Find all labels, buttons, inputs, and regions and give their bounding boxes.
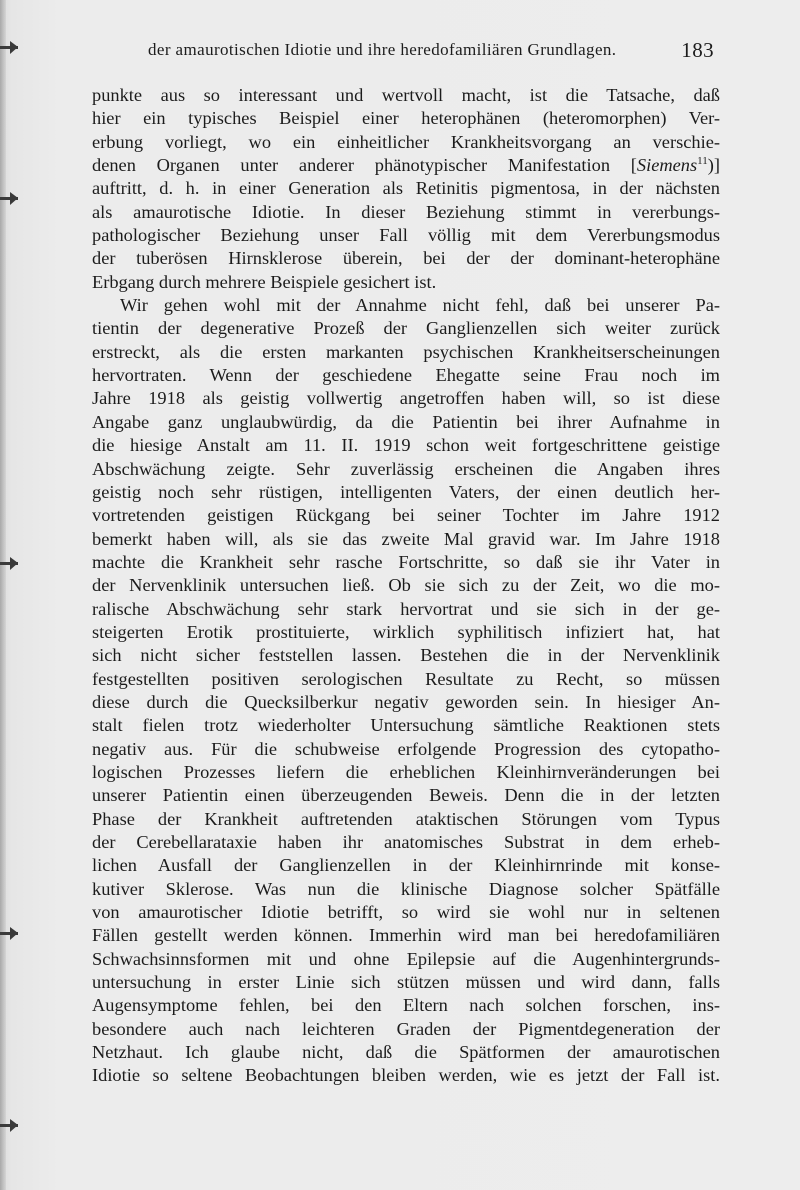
text-line: machte die Krankheit sehr rasche Fortschritte, so daß sie ihr Vater in — [92, 551, 720, 572]
body-text — [92, 84, 720, 1088]
text-segment: denen Organen unter anderer phänotypischer Manifestation [ — [92, 155, 637, 176]
text-line: Schwachsinnsformen mit und ohne Epilepsie auf die Augenhintergrunds- — [92, 948, 720, 969]
text-line: logischen Prozesses liefern die erheblichen Kleinhirnveränderungen bei — [92, 761, 720, 782]
text-line: diese durch die Quecksilberkur negativ geworden sein. In hiesiger An- — [92, 691, 720, 712]
text-line: steigerten Erotik prostituierte, wirklich syphilitisch infiziert hat, hat — [92, 621, 720, 642]
text-line: der Nervenklinik untersuchen ließ. Ob sie sich zu der Zeit, wo die mo- — [92, 575, 720, 596]
text-line: tientin der degenerative Prozeß der Ganglienzellen sich weiter zurück — [92, 318, 720, 339]
text-line: Fällen gestellt werden können. Immerhin wird man bei heredofamiliären — [92, 925, 720, 946]
text-line: bemerkt haben will, als sie das zweite Mal gravid war. Im Jahre 1918 — [92, 528, 720, 549]
text-line: stalt fielen trotz wiederholter Untersuchung sämtliche Reaktionen stets — [92, 715, 720, 736]
text-line: unserer Patientin einen überzeugenden Beweis. Denn die in der letzten — [92, 785, 720, 806]
text-line: auftritt, d. h. in einer Generation als Retinitis pigmentosa, in der nächsten — [92, 178, 720, 199]
text-line: besondere auch nach leichteren Graden der Pigmentdegeneration der — [92, 1018, 720, 1039]
text-line: sich nicht sicher feststellen lassen. Bestehen die in der Nervenklinik — [92, 645, 720, 666]
margin-arrow-icon — [0, 1124, 18, 1127]
text-line: hervortraten. Wenn der geschiedene Ehegatte seine Frau noch im — [92, 365, 720, 386]
text-line: lichen Ausfall der Ganglienzellen in der Kleinhirnrinde mit konse- — [92, 855, 720, 876]
citation-ref: 11 — [697, 154, 708, 167]
text-line: untersuchung in erster Linie sich stützen müssen und wird dann, falls — [92, 972, 720, 993]
text-line: punkte aus so interessant und wertvoll macht, ist die Tatsache, daß — [92, 85, 720, 105]
paragraph-first-line: Wir gehen wohl mit der Annahme nicht fehl, daß bei unserer Pa- — [120, 295, 720, 316]
page-number: 183 — [681, 38, 714, 62]
paragraph-last-line: Erbgang durch mehrere Beispiele gesichert ist. — [92, 271, 437, 292]
text-line: von amaurotischer Idiotie betrifft, so wird sie wohl nur in seltenen — [92, 902, 720, 923]
margin-arrow-icon — [0, 932, 18, 935]
margin-arrow-icon — [0, 46, 18, 49]
text-line: ralische Abschwächung sehr stark hervortrat und sie sich in der ge- — [92, 598, 720, 619]
text-line: der Cerebellarataxie haben ihr anatomisches Substrat in dem erheb- — [92, 832, 720, 852]
text-line: erbung vorliegt, wo ein einheitlicher Krankheitsvorgang an verschie- — [92, 131, 720, 152]
text-line: der tuberösen Hirnsklerose überein, bei der der dominant-heterophäne — [92, 248, 720, 269]
text-line: pathologischer Beziehung unser Fall völlig mit dem Vererbungsmodus — [92, 225, 720, 246]
citation-close: )] — [707, 155, 720, 176]
margin-arrow-icon — [0, 197, 18, 200]
citation-author: Siemens — [636, 155, 698, 176]
text-line: Idiotie so seltene Beobachtungen bleiben werden, wie es jetzt der Fall ist. — [92, 1065, 720, 1086]
binding-edge — [0, 0, 6, 1190]
text-line: Augensymptome fehlen, bei den Eltern nach solchen forschen, ins- — [92, 995, 720, 1016]
text-line: als amaurotische Idiotie. In dieser Beziehung stimmt in vererbungs- — [92, 201, 720, 222]
margin-arrow-icon — [0, 562, 18, 565]
running-title: der amaurotischen Idiotie und ihre heredofamiliären Grundlagen. — [148, 40, 617, 59]
text-line: Netzhaut. Ich glaube nicht, daß die Spätformen der amaurotischen — [92, 1042, 720, 1063]
text-line: geistig noch sehr rüstigen, intelligenten Vaters, der einen deutlich her- — [92, 481, 720, 502]
text-line: Abschwächung zeigte. Sehr zuverlässig erscheinen die Angaben ihres — [92, 458, 720, 479]
text-line: erstreckt, als die ersten markanten psychischen Krankheitserscheinungen — [92, 341, 720, 362]
text-line: hier ein typisches Beispiel einer heterophänen (heteromorphen) Ver- — [92, 108, 720, 129]
text-line: Angabe ganz unglaubwürdig, da die Patientin bei ihrer Aufnahme in — [92, 411, 720, 432]
text-line: negativ aus. Für die schubweise erfolgende Progression des cytopatho- — [92, 738, 720, 759]
running-header — [148, 38, 714, 68]
text-line: Jahre 1918 als geistig vollwertig angetroffen haben will, so ist diese — [92, 388, 720, 409]
text-line-with-citation — [92, 154, 720, 177]
text-line: Phase der Krankheit auftretenden ataktischen Störungen vom Typus — [92, 808, 720, 829]
text-line: kutiver Sklerose. Was nun die klinische Diagnose solcher Spätfälle — [92, 878, 720, 899]
text-line: festgestellten positiven serologischen Resultate zu Recht, so müssen — [92, 668, 720, 689]
text-line: die hiesige Anstalt am 11. II. 1919 schon weit fortgeschrittene geistige — [92, 435, 720, 456]
text-line: vortretenden geistigen Rückgang bei seiner Tochter im Jahre 1912 — [92, 505, 720, 526]
